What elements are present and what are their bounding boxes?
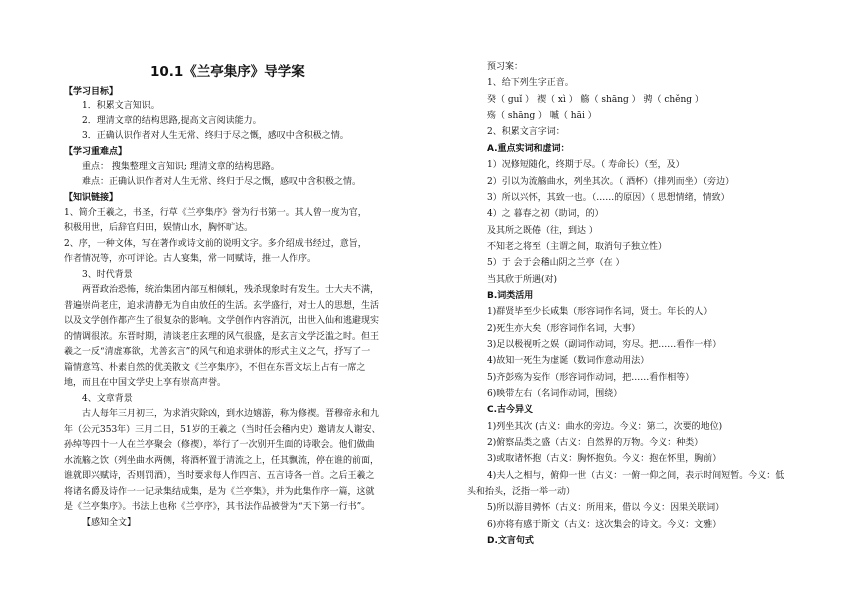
goal-item: 1．积累文言知识。 — [82, 101, 160, 111]
difficulty-text: 难点：正确认识作者对人生无常、终归于尽之慨，感叹中含积极之情。 — [82, 177, 362, 187]
vocab-line: 4）之 暮春之初（助词，的） — [487, 209, 604, 219]
vocab-line: 2)俯察品类之盛（古义：自然界的万物。今义：种类） — [487, 438, 704, 448]
question-line: 2、积累文言字词： — [487, 127, 565, 137]
paragraph-line: 以及文学创作都产生了很复杂的影响。文学创作内容消沉，出世入仙和逃避现实 — [64, 316, 380, 326]
paragraph-line: 篇情意笃、朴素自然的优美散文《兰亭集序》，不但在东晋文坛上占有一席之 — [64, 363, 366, 373]
section-heading-overview: 【感知全文】 — [82, 518, 137, 528]
vocab-line: 1)列坐其次 (古义：曲水的旁边。今义：第二，次要的地位) — [487, 422, 723, 432]
paragraph-line: 谁就即兴赋诗，否则罚酒），当时要求每人作四言、五言诗各一首。之后王羲之 — [64, 471, 375, 481]
paragraph-line: 的情调很浓。东晋时期，清谈老庄玄理的风气很盛，是玄言文学泛滥之时。但王 — [64, 332, 380, 342]
vocab-line: 2）引以为流觞曲水，列坐其次。（ 酒杯）（排列而坐）（旁边） — [487, 177, 735, 187]
subsection-heading: D.文言句式 — [487, 536, 534, 546]
page-title: 10.1《兰亭集序》导学案 — [150, 64, 305, 80]
vocab-line: 3)足以极视听之娱（副词作动词，穷尽。把……看作一样） — [487, 340, 722, 350]
vocab-line: 1）况修短随化，终期于尽。（ 寿命长）（至，及） — [487, 160, 685, 170]
vocab-line: 5）于 会于会稽山阴之兰亭（在 ） — [487, 258, 625, 268]
question-line: 1、给下列生字正音。 — [487, 78, 574, 88]
paragraph-line: 将诸名爵及诗作一一记录集结成集，是为《兰亭集》，并为此集作序一篇，这就 — [64, 487, 375, 497]
subheading: 3、时代背景 — [82, 270, 133, 280]
vocab-line: 头和抬头，泛指一举一动） — [467, 487, 576, 497]
keypoint-text: 重点： 搜集整理文言知识; 理清文章的结构思路。 — [82, 162, 280, 172]
goal-item: 3．正确认识作者对人生无常、终归于尽之慨，感叹中含积极之情。 — [82, 131, 349, 141]
subsection-heading: C.古今异义 — [487, 405, 534, 415]
prestudy-heading: 预习案： — [487, 62, 524, 72]
section-heading-goals: 【学习目标】 — [64, 87, 119, 97]
paragraph-line: 古人每年三月初三，为求消灾除凶，到水边嬉游，称为修禊。晋穆帝永和九 — [82, 409, 380, 419]
paragraph-line: 水流觞之饮（列坐曲水两侧，将酒杯置于清流之上，任其飘流，停在谁的前面， — [64, 456, 380, 466]
vocab-line: 不知老之将至（主谓之间，取消句子独立性） — [487, 242, 668, 252]
paragraph-line: 两晋政治恐怖，统治集团内部互相倾轧，残杀现象时有发生。士大夫不满， — [82, 285, 380, 295]
paragraph-line: 积极用世，后辞官归田，娱情山水，胸怀旷达。 — [64, 223, 254, 233]
paragraph-line: 普遍崇尚老庄，追求清静无为自由放任的生活。玄学盛行，对士人的思想，生活 — [64, 301, 380, 311]
vocab-line: 3)或取诸怀抱（古义：胸怀抱负。今义：抱在怀里，胸前） — [487, 454, 722, 464]
vocab-line: 5)所以游目骋怀（古义：所用来，借以 今义：因果关联词） — [487, 503, 725, 513]
vocab-line: 及其所之既倦（往，到达 ） — [487, 226, 598, 236]
vocab-line: 1)群贤毕至少长咸集（形容词作名词，贤士。年长的人） — [487, 307, 713, 317]
vocab-line: 当其欣于所遇(对) — [487, 275, 558, 285]
subsection-heading: A.重点实词和虚词： — [487, 144, 570, 154]
paragraph-line: 年（公元353年）三月二日，51岁的王羲之（当时任会稽内史）邀请友人谢安、 — [64, 425, 381, 435]
goal-item: 2．理清文章的结构思路,提高文言阅读能力。 — [82, 116, 262, 126]
paragraph-line: 孙绰等四十一人在兰亭聚会（修禊），举行了一次别开生面的诗歌会。他们做曲 — [64, 440, 375, 450]
vocab-line: 5)齐彭殇为妄作（形容词作动词，把……看作相等） — [487, 373, 695, 383]
paragraph-line: 1、简介王羲之，书圣，行草《兰亭集序》誉为行书第一。其人曾一度为官， — [64, 208, 367, 218]
subheading: 4、文章背景 — [82, 394, 133, 404]
section-heading-keypoints: 【学习重难点】 — [64, 147, 128, 157]
paragraph-line: 地，而且在中国文学史上享有崇高声誉。 — [64, 378, 227, 388]
paragraph-line: 作者情况等，亦可评论。古人宴集，常一同赋诗，推一人作序。 — [64, 254, 317, 264]
paragraph-line: 羲之一反“清虚寡欲，尤善玄言”的风气和追求骈体的形式主义之气，抒写了一 — [64, 347, 371, 357]
subsection-heading: B.词类活用 — [487, 291, 534, 301]
section-heading-knowledge: 【知识链接】 — [64, 193, 119, 203]
pinyin-line: 殇（ shāng ） 嘁（ hāi ） — [487, 111, 597, 121]
paragraph-line: 2、序，一种文体，写在著作或诗文前的说明文字。多介绍成书经过，意旨， — [64, 239, 367, 249]
vocab-line: 4)故知一死生为虚诞（数词作意动用法） — [487, 356, 650, 366]
vocab-line: 2)死生亦大矣（形容词作名词，大事） — [487, 324, 641, 334]
vocab-line: 6)映带左右（名词作动词，围绕） — [487, 389, 623, 399]
pinyin-line: 癸（ guǐ ） 禊（ xì ） 觞（ shāng ） 骋（ chěng ） — [487, 95, 704, 105]
vocab-line: 4)夫人之相与，俯仰一世（古义：一俯一仰之间，表示时间短暂。今义：低 — [487, 471, 785, 481]
vocab-line: 6)亦将有感于斯文（古义：这次集会的诗文。今义：文雅） — [487, 520, 722, 530]
paragraph-line: 是《兰亭集序》。书法上也称《兰亭序》，其书法作品被誉为“天下第一行书”。 — [64, 502, 371, 512]
vocab-line: 3）所以兴怀，其致一也。（……的原因）（ 思想情绪，情致） — [487, 193, 730, 203]
